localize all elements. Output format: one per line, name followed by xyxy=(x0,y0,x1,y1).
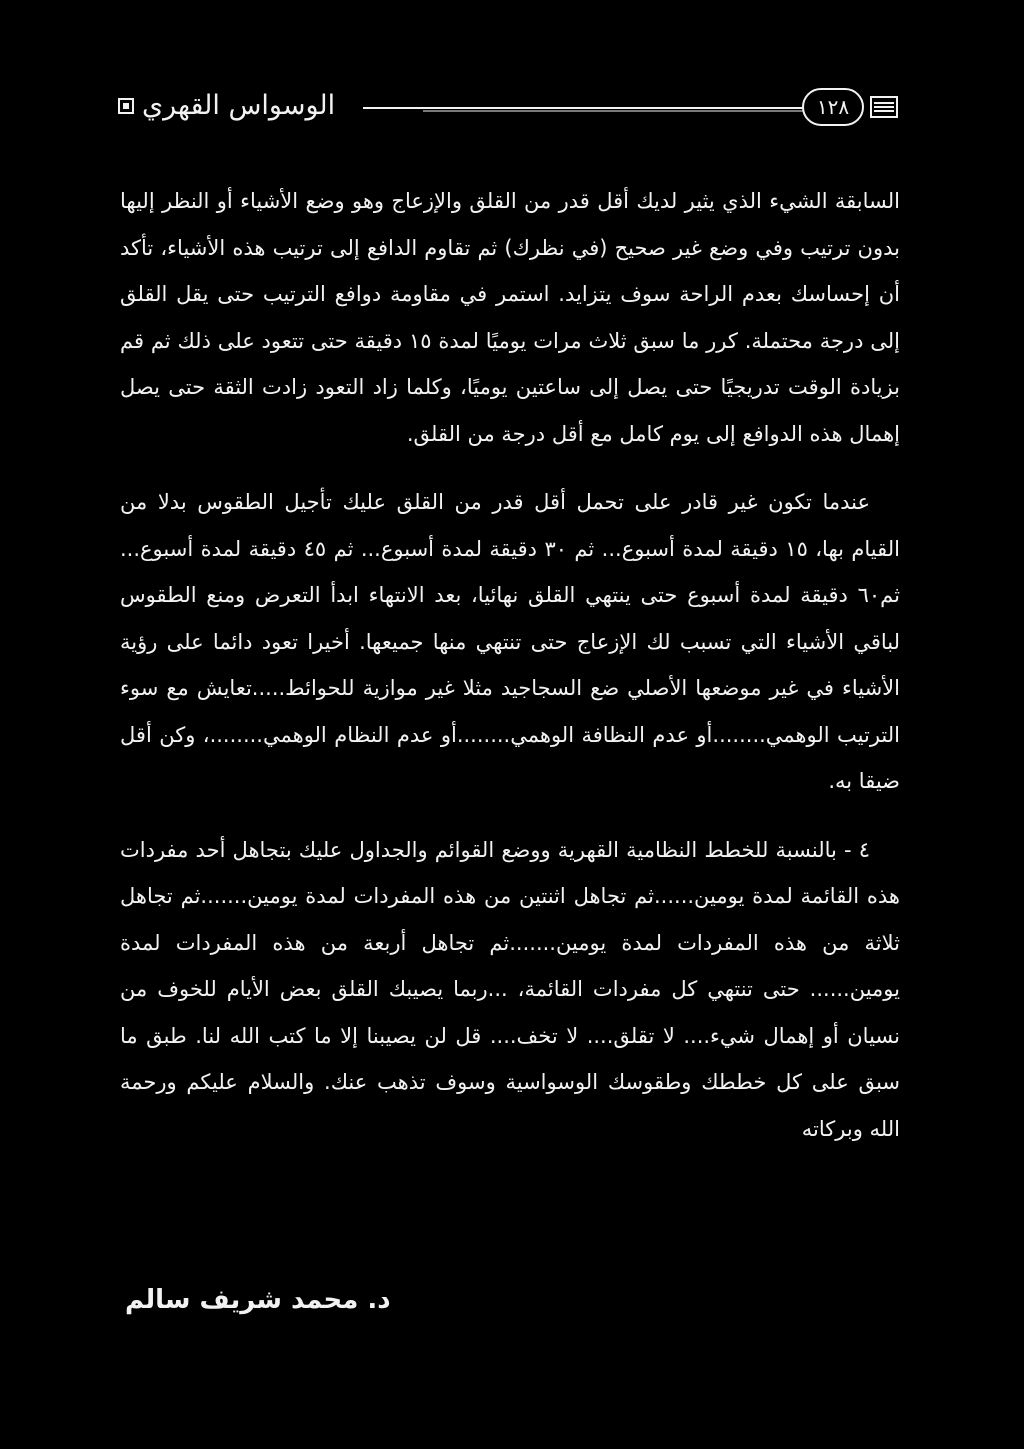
paragraph-gap xyxy=(120,457,900,479)
paragraph-3: ٤ - بالنسبة للخطط النظامية القهرية ووضع القوائم والجداول عليك بتجاهل أحد مفردات هذه القائمة لمدة يومين......ثم تجاهل اثنتين من هذه المفردات لمدة يومين.......ثم تجاهل ثلاثة من هذه المفردات لمدة يومين.......ثم تجاهل أربعة من هذه المفردات لمدة يومين...... حتى تنتهي كل مفردات القائمة، ...ربما يصيبك القلق بعض الأيام للخوف من نسيان أو إهمال شيء.... لا تقلق.... لا تخف.... قل لن يصيبنا إلا ما كتب الله لنا. طبق ما سبق على كل خططك وطقوسك الوسواسية وسوف تذهب عنك. والسلام عليكم ورحمة الله وبركاته xyxy=(120,837,900,1141)
running-title: الوسواس القهري xyxy=(142,90,336,121)
page-header xyxy=(118,86,898,130)
page-number-badge: ١٢٨ xyxy=(802,88,864,126)
paragraph-2: عندما تكون غير قادر على تحمل أقل قدر من القلق عليك تأجيل الطقوس بدلا من القيام بها، ١٥ دقيقة لمدة أسبوع... ثم ٣٠ دقيقة لمدة أسبوع... ثم ٤٥ دقيقة لمدة أسبوع... ثم٦٠ دقيقة لمدة أسبوع حتى ينتهي القلق نهائيا، بعد الانتهاء ابدأ التعرض ومنع الطقوس لباقي الأشياء التي تسبب لك الإزعاج حتى تنتهي منها جميعها. أخيرا تعود دائما على رؤية الأشياء في غير موضعها الأصلي ضع السجاجيد مثلا غير موازية للحوائط.....تعايش مع سوء الترتيب الوهمي........أو عدم النظافة الوهمي........أو عدم النظام الوهمي........، وكن أقل ضيقا به. xyxy=(120,490,900,793)
paragraph-1: السابقة الشيء الذي يثير لديك أقل قدر من القلق والإزعاج وهو وضع الأشياء أو النظر إليها بدون ترتيب وفي وضع غير صحيح (في نظرك) ثم تقاوم الدافع إلى ترتيب هذه الأشياء، تأكد أن إحساسك بعدم الراحة سوف يتزايد. استمر في مقاومة دوافع الترتيب حتى يقل القلق إلى درجة محتملة. كرر ما سبق ثلاث مرات يوميًا لمدة ١٥ دقيقة حتى تتعود على ذلك ثم قم بزيادة الوقت تدريجيًا حتى يصل إلى ساعتين يوميًا، وكلما زاد التعود زادت الثقة حتى يصل إهمال هذه الدوافع إلى يوم كامل مع أقل درجة من القلق. xyxy=(120,189,900,446)
header-rule xyxy=(363,106,803,112)
body-text xyxy=(120,178,900,1152)
ornament-icon xyxy=(870,96,898,118)
author-signature: د. محمد شريف سالم xyxy=(125,1285,391,1315)
paragraph-gap xyxy=(120,805,900,827)
ornament-icon xyxy=(118,98,134,114)
